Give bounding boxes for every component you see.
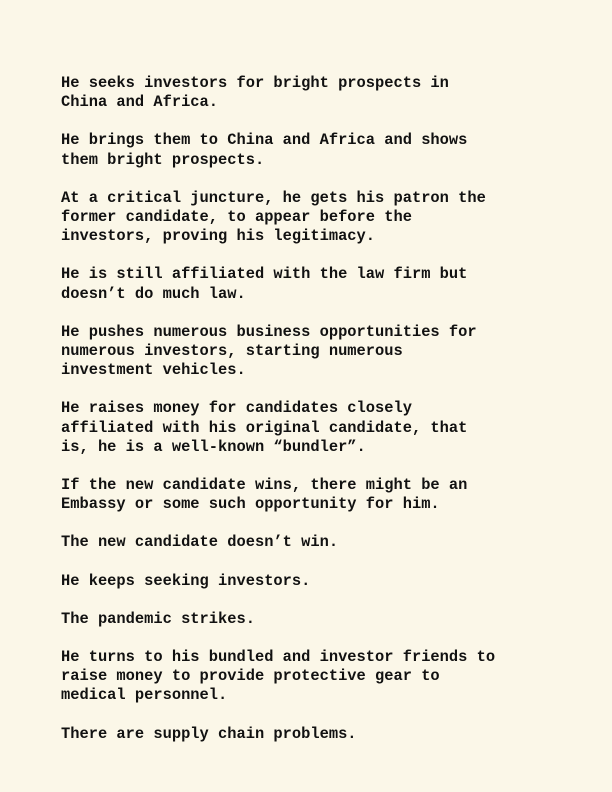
- paragraph-12: There are supply chain problems.: [61, 724, 357, 743]
- document-page: [61, 74, 561, 763]
- paragraph-1: He seeks investors for bright prospects in China and Africa.: [61, 74, 449, 112]
- paragraph-3: At a critical juncture, he gets his patron the former candidate, to appear before the investors, proving his legitimacy.: [61, 188, 486, 246]
- paragraph-5: He pushes numerous business opportunities for numerous investors, starting numerous investment vehicles.: [61, 322, 477, 380]
- paragraph-9: He keeps seeking investors.: [61, 571, 311, 590]
- paragraph-2: He brings them to China and Africa and shows them bright prospects.: [61, 131, 468, 169]
- paragraph-8: The new candidate doesn’t win.: [61, 533, 339, 552]
- paragraph-7: If the new candidate wins, there might be an Embassy or some such opportunity for him.: [61, 476, 468, 514]
- paragraph-11: He turns to his bundled and investor friends to raise money to provide protective gear to medical personnel.: [61, 648, 496, 705]
- paragraph-10: The pandemic strikes.: [61, 609, 255, 628]
- paragraph-6: He raises money for candidates closely affiliated with his original candidate, that is, he is a well-known “bundler”.: [61, 399, 468, 456]
- paragraph-4: He is still affiliated with the law firm but doesn’t do much law.: [61, 265, 468, 303]
